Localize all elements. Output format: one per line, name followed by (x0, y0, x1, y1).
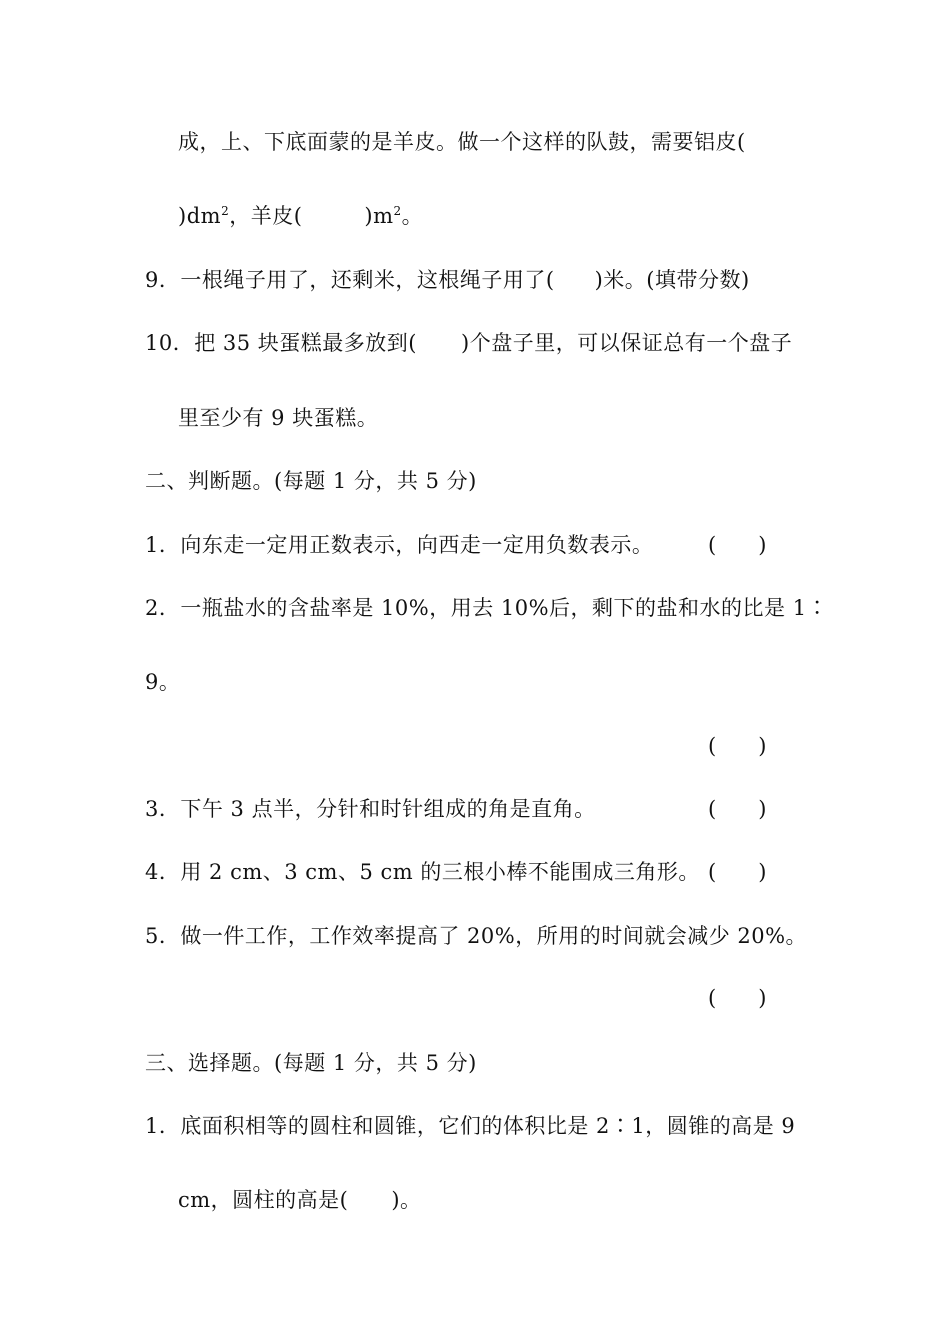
section2-title: 二、判断题。(每题 1 分，共 5 分) (145, 469, 477, 493)
judge-answer-3[interactable]: ( ) (708, 797, 767, 821)
judge-item-4: 4．用 2 cm、3 cm、5 cm 的三根小棒不能围成三角形。 (145, 860, 700, 884)
q8-line1: 成，上、下底面蒙的是羊皮。做一个这样的队鼓，需要铝皮( (178, 130, 746, 154)
judge-answer-1[interactable]: ( ) (708, 533, 767, 557)
judge-item-2-cont: 9。 (145, 670, 181, 694)
judge-answer-4[interactable]: ( ) (708, 860, 767, 884)
judge-item-2: 2．一瓶盐水的含盐率是 10%，用去 10%后，剩下的盐和水的比是 1∶ (145, 596, 829, 620)
choice-q1-line2: cm，圆柱的高是( )。 (178, 1188, 422, 1212)
section3-title: 三、选择题。(每题 1 分，共 5 分) (145, 1051, 477, 1075)
judge-answer-5[interactable]: ( ) (708, 986, 767, 1010)
judge-item-5: 5．做一件工作，工作效率提高了 20%，所用的时间就会减少 20%。 (145, 924, 808, 948)
judge-answer-2[interactable]: ( ) (708, 734, 767, 758)
q10-line2: 里至少有 9 块蛋糕。 (178, 406, 379, 430)
q8-line2: )$dm^2$，羊皮( )$m^2$。 (178, 204, 424, 228)
judge-item-1: 1．向东走一定用正数表示，向西走一定用负数表示。 (145, 533, 654, 557)
q9-line: 9．一根绳子用了，还剩米，这根绳子用了( )米。(填带分数) (145, 268, 750, 292)
choice-q1-line1: 1．底面积相等的圆柱和圆锥，它们的体积比是 2∶1，圆锥的高是 9 (145, 1114, 796, 1138)
judge-item-3: 3．下午 3 点半，分针和时针组成的角是直角。 (145, 797, 596, 821)
q10-line1: 10．把 35 块蛋糕最多放到( )个盘子里，可以保证总有一个盘子 (145, 331, 793, 355)
